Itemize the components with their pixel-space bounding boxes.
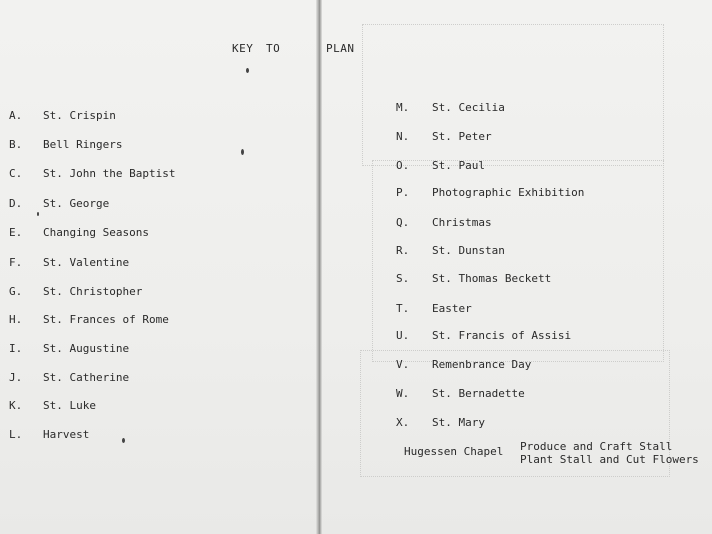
key-name: St. Peter (432, 130, 492, 143)
key-name: St. John the Baptist (43, 167, 176, 180)
page-fold (316, 0, 322, 534)
key-letter: V. (396, 358, 410, 371)
key-letter: P. (396, 186, 410, 199)
key-letter: M. (396, 101, 410, 114)
key-name: St. Dunstan (432, 244, 505, 257)
to-heading: TO (266, 42, 281, 55)
chapel-stalls (520, 440, 699, 466)
key-letter: S. (396, 272, 410, 285)
key-heading: KEY (232, 42, 254, 55)
key-name: St. Cecilia (432, 101, 505, 114)
key-name: St. Thomas Beckett (432, 272, 552, 285)
key-name: St. Augustine (43, 342, 130, 355)
key-letter: J. (9, 371, 23, 384)
key-letter: H. (9, 313, 23, 326)
ink-speck (37, 212, 39, 216)
key-name: St. Christopher (43, 285, 143, 298)
key-letter: U. (396, 329, 410, 342)
key-letter: Q. (396, 216, 410, 229)
ink-speck (246, 68, 249, 73)
key-letter: R. (396, 244, 410, 257)
stall-line: Plant Stall and Cut Flowers (520, 453, 699, 466)
key-name: St. Bernadette (432, 387, 525, 400)
key-letter: F. (9, 256, 23, 269)
plan-show-through (362, 24, 664, 166)
key-letter: D. (9, 197, 23, 210)
key-name: Christmas (432, 216, 492, 229)
ink-speck (122, 438, 125, 443)
key-letter: I. (9, 342, 23, 355)
key-name: St. Catherine (43, 371, 130, 384)
key-letter: O. (396, 159, 410, 172)
key-letter: T. (396, 302, 410, 315)
key-name: St. Francis of Assisi (432, 329, 572, 342)
key-letter: E. (9, 226, 23, 239)
key-letter: B. (9, 138, 23, 151)
key-letter: A. (9, 109, 23, 122)
key-name: St. Crispin (43, 109, 116, 122)
ink-speck (241, 149, 244, 155)
key-name: Changing Seasons (43, 226, 149, 239)
key-name: St. Mary (432, 416, 485, 429)
key-letter: L. (9, 428, 23, 441)
key-name: Photographic Exhibition (432, 186, 585, 199)
key-name: St. George (43, 197, 110, 210)
key-letter: G. (9, 285, 23, 298)
key-name: St. Frances of Rome (43, 313, 169, 326)
plan-heading: PLAN (326, 42, 355, 55)
key-name: St. Valentine (43, 256, 130, 269)
key-letter: X. (396, 416, 410, 429)
key-letter: C. (9, 167, 23, 180)
key-name: Bell Ringers (43, 138, 123, 151)
chapel-label: Hugessen Chapel (404, 445, 504, 458)
key-name: St. Luke (43, 399, 96, 412)
stall-line: Produce and Craft Stall (520, 440, 673, 453)
key-letter: N. (396, 130, 410, 143)
key-letter: W. (396, 387, 410, 400)
key-name: Remenbrance Day (432, 358, 532, 371)
key-name: Harvest (43, 428, 90, 441)
key-letter: K. (9, 399, 23, 412)
key-name: St. Paul (432, 159, 485, 172)
key-name: Easter (432, 302, 472, 315)
